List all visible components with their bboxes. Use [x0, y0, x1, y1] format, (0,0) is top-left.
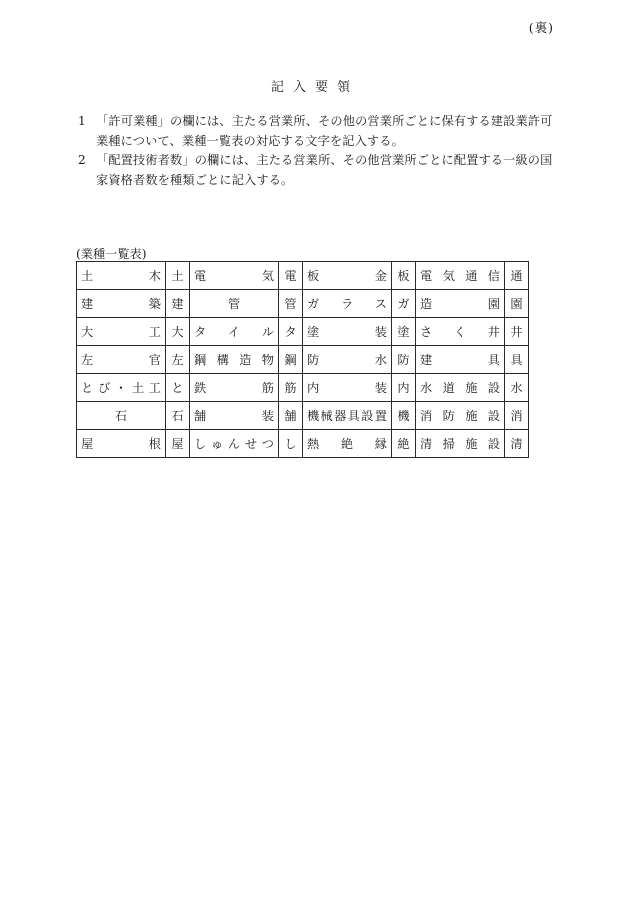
business-type-abbreviation: タ [279, 318, 303, 346]
business-type-abbreviation: 水 [505, 374, 529, 402]
business-type-abbreviation: 土 [166, 262, 190, 290]
business-type-name [303, 346, 392, 374]
business-type-name-text: 舗装 [194, 409, 274, 423]
instruction-number: 2 [78, 153, 86, 167]
business-type-abbreviation: 管 [279, 290, 303, 318]
table-row [77, 346, 529, 374]
business-type-name [303, 430, 392, 458]
instruction-item [78, 112, 560, 151]
business-type-name-text: しゅんせつ [194, 437, 274, 451]
business-type-abbreviation: と [166, 374, 190, 402]
business-type-name-text: 鉄筋 [194, 381, 274, 395]
business-type-name [416, 318, 505, 346]
business-type-name-text: 板金 [307, 269, 387, 283]
instruction-item [78, 151, 560, 190]
business-type-name-text: さく井 [420, 325, 500, 339]
instructions-list [78, 112, 560, 190]
table-row [77, 430, 529, 458]
business-type-table [76, 261, 529, 458]
business-type-name-text: 水道施設 [420, 381, 500, 395]
business-type-abbreviation: ガ [392, 290, 416, 318]
business-type-abbreviation: 舗 [279, 402, 303, 430]
business-type-abbreviation: 板 [392, 262, 416, 290]
business-type-abbreviation: 通 [505, 262, 529, 290]
business-type-name [303, 262, 392, 290]
business-type-name [190, 374, 279, 402]
instruction-text: 「配置技術者数」の欄には、主たる営業所、その他営業所ごとに配置する一級の国家資格者数を種類ごとに記入する。 [96, 153, 553, 187]
business-type-abbreviation: 園 [505, 290, 529, 318]
business-type-abbreviation: 鋼 [279, 346, 303, 374]
business-type-name-text: 土木 [81, 269, 161, 283]
business-type-name [190, 402, 279, 430]
business-type-abbreviation: 建 [166, 290, 190, 318]
business-type-abbreviation: 大 [166, 318, 190, 346]
business-type-name-text: 屋根 [81, 437, 161, 451]
business-type-name [190, 290, 279, 318]
business-type-abbreviation: 内 [392, 374, 416, 402]
business-type-name [416, 262, 505, 290]
business-type-name [303, 374, 392, 402]
table-row [77, 402, 529, 430]
business-type-name-text: 鋼構造物 [194, 353, 274, 367]
business-type-name [190, 262, 279, 290]
business-type-name [77, 290, 166, 318]
business-type-name [77, 430, 166, 458]
business-type-name [77, 374, 166, 402]
business-type-name [77, 262, 166, 290]
page-side-label: (裏) [528, 20, 554, 35]
business-type-name-text: 管 [227, 297, 241, 311]
table-row [77, 318, 529, 346]
business-type-abbreviation: 屋 [166, 430, 190, 458]
business-type-name-text: 塗装 [307, 325, 387, 339]
instruction-number: 1 [78, 114, 86, 128]
business-type-name-text: とび・土工 [81, 381, 161, 395]
business-type-name-text: 大工 [81, 325, 161, 339]
instruction-text: 「許可業種」の欄には、主たる営業所、その他の営業所ごとに保有する建設業許可業種について、業種一覧表の対応する文字を記入する。 [96, 114, 553, 148]
business-type-name [190, 430, 279, 458]
business-type-name-text: 熱絶縁 [307, 437, 387, 451]
business-type-name [77, 318, 166, 346]
business-type-abbreviation: 機 [392, 402, 416, 430]
business-type-abbreviation: 清 [505, 430, 529, 458]
business-type-name-text: 消防施設 [420, 409, 500, 423]
business-type-name [416, 402, 505, 430]
business-type-name-text: ガラス [307, 297, 387, 311]
business-type-name-text: タイル [194, 325, 274, 339]
table-row [77, 290, 529, 318]
business-type-name-text: 造園 [420, 297, 500, 311]
business-type-abbreviation: 筋 [279, 374, 303, 402]
business-type-name [416, 430, 505, 458]
table-caption: (業種一覧表) [76, 247, 147, 261]
table-row [77, 262, 529, 290]
business-type-name-text: 建築 [81, 297, 161, 311]
business-type-name-text: 電気 [194, 269, 274, 283]
business-type-name [416, 290, 505, 318]
business-type-abbreviation: 防 [392, 346, 416, 374]
business-type-abbreviation: 井 [505, 318, 529, 346]
business-type-abbreviation: 具 [505, 346, 529, 374]
business-type-name [303, 402, 392, 430]
business-type-name-text: 内装 [307, 381, 387, 395]
business-type-name [77, 402, 166, 430]
table-row [77, 374, 529, 402]
business-type-name-text: 清掃施設 [420, 437, 500, 451]
business-type-name-text: 建具 [420, 353, 500, 367]
business-type-name-text: 石 [114, 409, 128, 423]
business-type-abbreviation: 絶 [392, 430, 416, 458]
business-type-name-text: 防水 [307, 353, 387, 367]
business-type-abbreviation: 塗 [392, 318, 416, 346]
business-type-name-text: 機械器具設置 [307, 409, 387, 423]
business-type-name [416, 346, 505, 374]
business-type-name-text: 左官 [81, 353, 161, 367]
business-type-name [190, 346, 279, 374]
business-type-name [303, 318, 392, 346]
document-title: 記入要領 [270, 80, 359, 95]
business-type-abbreviation: し [279, 430, 303, 458]
business-type-name [77, 346, 166, 374]
business-type-abbreviation: 電 [279, 262, 303, 290]
business-type-name-text: 電気通信 [420, 269, 500, 283]
business-type-name [416, 374, 505, 402]
business-type-abbreviation: 消 [505, 402, 529, 430]
business-type-name [190, 318, 279, 346]
business-type-abbreviation: 左 [166, 346, 190, 374]
business-type-name [303, 290, 392, 318]
business-type-abbreviation: 石 [166, 402, 190, 430]
